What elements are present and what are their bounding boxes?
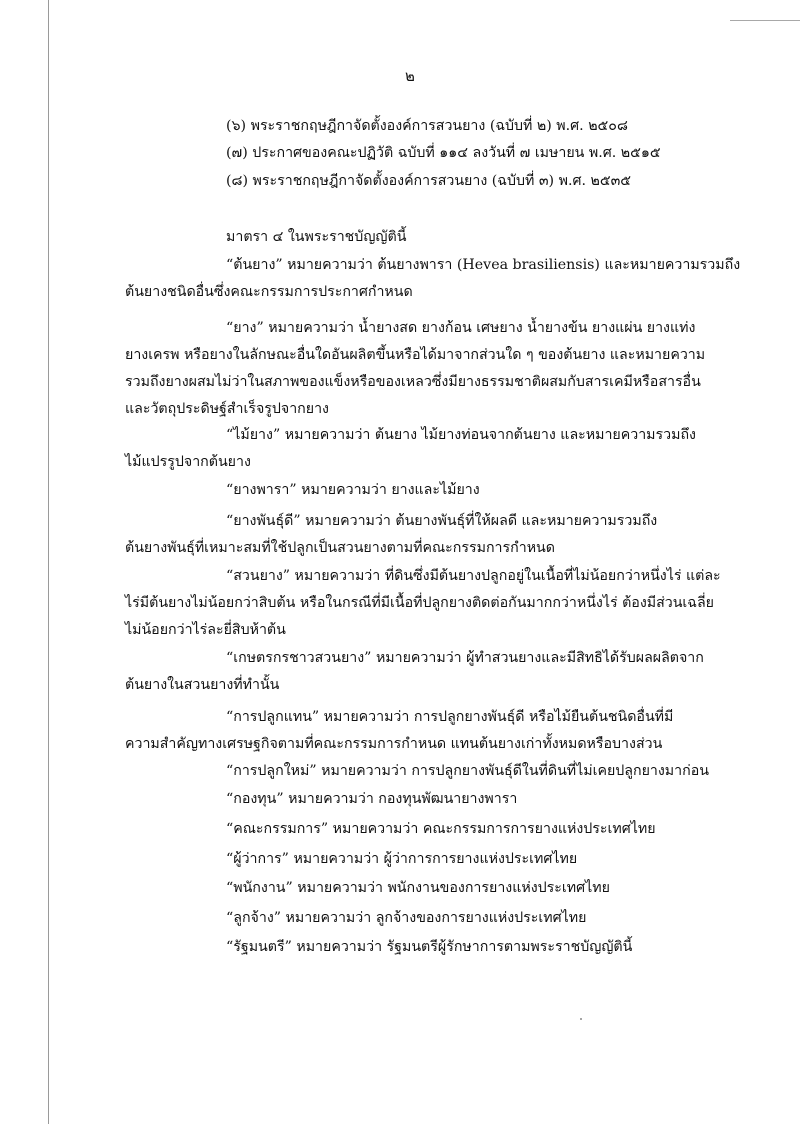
definition-continuation-line: ความสำคัญทางเศรษฐกิจตามที่คณะกรรมการกำหนด แทนต้นยางเก่าทั้งหมดหรือบางส่วน [125, 736, 663, 752]
definition-continuation-line: ต้นยางในสวนยางที่ทำนั้น [125, 677, 280, 693]
list-item: (๘) พระราชกฤษฎีกาจัดตั้งองค์การสวนยาง (ฉบับที่ ๓) พ.ศ. ๒๕๓๕ [226, 173, 632, 189]
list-item: (๖) พระราชกฤษฎีกาจัดตั้งองค์การสวนยาง (ฉบับที่ ๒) พ.ศ. ๒๕๐๘ [226, 118, 628, 134]
definition-continuation-line: ไม่น้อยกว่าไร่ละยี่สิบห้าต้น [125, 622, 286, 638]
definition-continuation-line: และวัตถุประดิษฐ์สำเร็จรูปจากยาง [125, 401, 329, 417]
definition-term-line: “ต้นยาง” หมายความว่า ต้นยางพารา (Hevea brasiliensis) และหมายความรวมถึง [226, 257, 741, 273]
definition-term-line: “ยาง” หมายความว่า น้ำยางสด ยางก้อน เศษยาง น้ำยางข้น ยางแผ่น ยางแท่ง [226, 320, 696, 336]
definition-term-line: “สวนยาง” หมายความว่า ที่ดินซึ่งมีต้นยางปลูกอยู่ในเนื้อที่ไม่น้อยกว่าหนึ่งไร่ แต่ละ [226, 568, 721, 584]
definition-continuation-line: รวมถึงยางผสมไม่ว่าในสภาพของแข็งหรือของเหลวซึ่งมียางธรรมชาติผสมกับสารเคมีหรือสารอื่น [125, 374, 701, 390]
definition-term-line: “การปลูกแทน” หมายความว่า การปลูกยางพันธุ์ดี หรือไม้ยืนต้นชนิดอื่นที่มี [226, 709, 674, 725]
definition-term-line: “ยางพันธุ์ดี” หมายความว่า ต้นยางพันธุ์ที่ให้ผลดี และหมายความรวมถึง [226, 513, 658, 529]
definition-term-line: “กองทุน” หมายความว่า กองทุนพัฒนายางพารา [226, 791, 518, 807]
definition-term-line: “ไม้ยาง” หมายความว่า ต้นยาง ไม้ยางท่อนจากต้นยาง และหมายความรวมถึง [226, 427, 696, 443]
definition-term-line: “ยางพารา” หมายความว่า ยางและไม้ยาง [226, 482, 480, 498]
definition-term-line: “ลูกจ้าง” หมายความว่า ลูกจ้างของการยางแห่งประเทศไทย [226, 910, 587, 926]
definition-term-line: “เกษตรกรชาวสวนยาง” หมายความว่า ผู้ทำสวนยางและมีสิทธิได้รับผลผลิตจาก [226, 650, 704, 666]
definition-continuation-line: ต้นยางพันธุ์ที่เหมาะสมที่ใช้ปลูกเป็นสวนยางตามที่คณะกรรมการกำหนด [125, 540, 555, 556]
definition-term-line: “คณะกรรมการ” หมายความว่า คณะกรรมการการยางแห่งประเทศไทย [226, 821, 656, 837]
definition-term-line: “การปลูกใหม่” หมายความว่า การปลูกยางพันธุ์ดีในที่ดินที่ไม่เคยปลูกยางมาก่อน [226, 763, 709, 779]
definition-continuation-line: ยางเครพ หรือยางในลักษณะอื่นใดอันผลิตขึ้นหรือได้มาจากส่วนใด ๆ ของต้นยาง และหมายความ [125, 347, 706, 363]
definition-term-line: “รัฐมนตรี” หมายความว่า รัฐมนตรีผู้รักษาการตามพระราชบัญญัตินี้ [226, 939, 633, 955]
definition-continuation-line: ไม้แปรรูปจากต้นยาง [125, 454, 251, 470]
definition-term-line: “พนักงาน” หมายความว่า พนักงานของการยางแห่งประเทศไทย [226, 880, 610, 896]
scan-edge-line [48, 0, 49, 1124]
list-item: (๗) ประกาศของคณะปฏิวัติ ฉบับที่ ๑๑๔ ลงวันที่ ๗ เมษายน พ.ศ. ๒๕๑๕ [226, 145, 661, 161]
section-heading: มาตรา ๔ ในพระราชบัญญัตินี้ [226, 229, 407, 245]
definition-term-line: “ผู้ว่าการ” หมายความว่า ผู้ว่าการการยางแห่งประเทศไทย [226, 851, 578, 867]
definition-continuation-line: ต้นยางชนิดอื่นซึ่งคณะกรรมการประกาศกำหนด [125, 284, 413, 300]
scan-speck [580, 1018, 582, 1020]
definition-continuation-line: ไร่มีต้นยางไม่น้อยกว่าสิบต้น หรือในกรณีที่มีเนื้อที่ปลูกยางติดต่อกันมากกว่าหนึ่งไร่ ต้องมีส่วนเฉลี่ย [125, 595, 714, 611]
scan-corner-mark [730, 20, 800, 21]
page-number: ๒ [405, 67, 415, 85]
